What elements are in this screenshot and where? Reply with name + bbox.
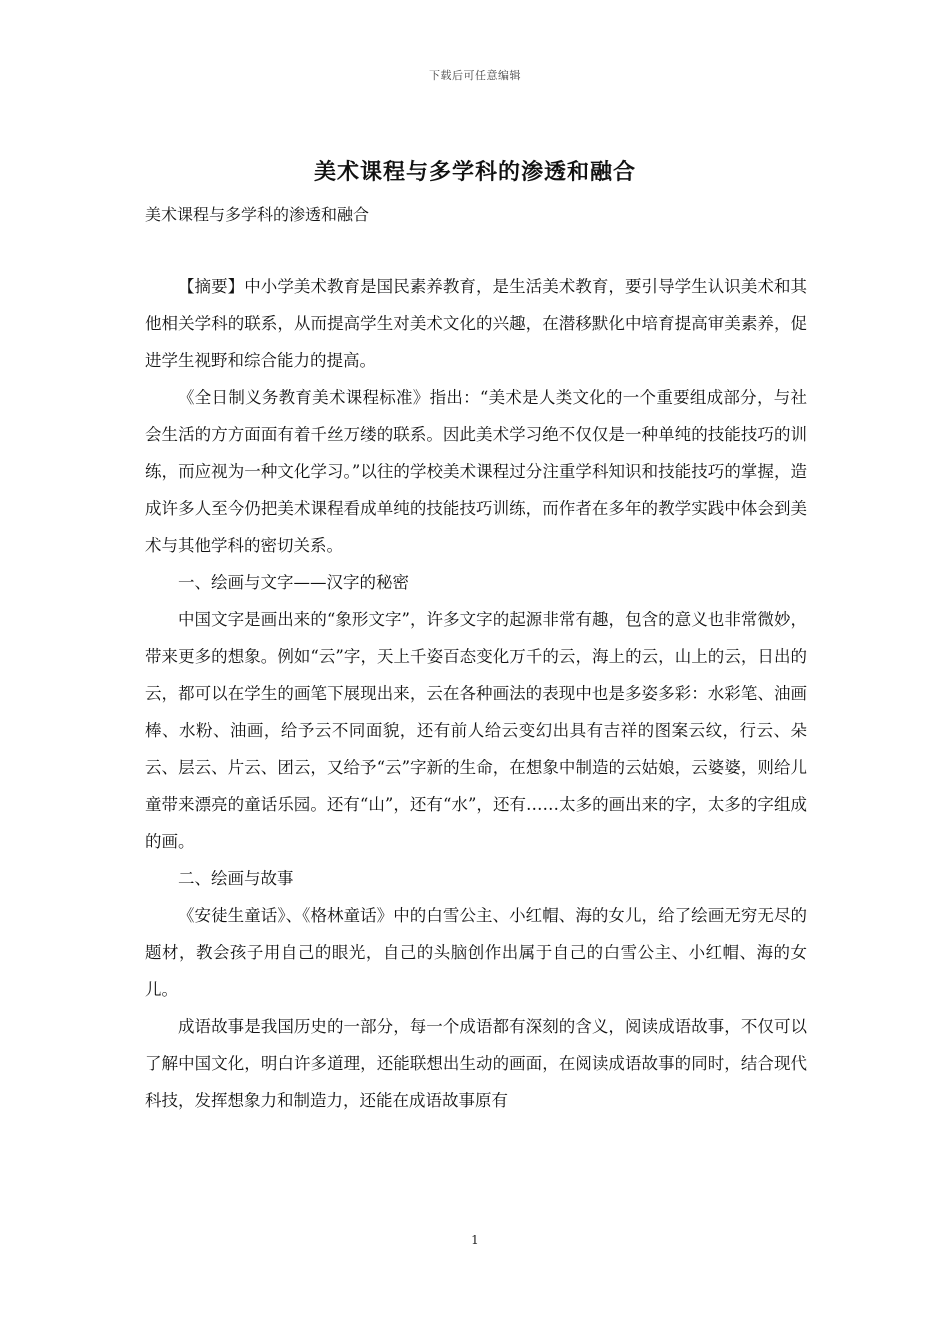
paragraph-fairy-tales: 《安徒生童话》、《格林童话》中的白雪公主、小红帽、海的女儿，给了绘画无穷无尽的题材，教会孩子用自己的眼光，自己的头脑创作出属于自己的白雪公主、小红帽、海的女儿。 (145, 906, 807, 999)
page-number: 1 (471, 1233, 479, 1247)
document-body (145, 268, 807, 1119)
document-subtitle: 美术课程与多学科的渗透和融合 (145, 205, 370, 224)
section-heading-2: 二、绘画与故事 (178, 869, 294, 888)
page-header: 下载后可任意编辑 (429, 69, 521, 82)
paragraph-idioms: 成语故事是我国历史的一部分，每一个成语都有深刻的含义，阅读成语故事，不仅可以了解中国文化，明白许多道理，还能联想出生动的画面，在阅读成语故事的同时，结合现代科技，发挥想象力和制造力，还能在成语故事原有 (145, 1017, 807, 1110)
document-title: 美术课程与多学科的渗透和融合 (313, 159, 636, 185)
paragraph-standard: 《全日制义务教育美术课程标准》指出：“美术是人类文化的一个重要组成部分，与社会生活的方方面面有着千丝万缕的联系。因此美术学习绝不仅仅是一种单纯的技能技巧的训练，而应视为一种文化学习。”以往的学校美术课程过分注重学科知识和技能技巧的掌握，造成许多人至今仍把美术课程看成单纯的技能技巧训练，而作者在多年的教学实践中体会到美术与其他学科的密切关系。 (145, 388, 807, 555)
section-heading-1: 一、绘画与文字——汉字的秘密 (178, 573, 409, 592)
paragraph-characters: 中国文字是画出来的“象形文字”，许多文字的起源非常有趣，包含的意义也非常微妙，带来更多的想象。例如“云”字，天上千姿百态变化万千的云，海上的云，山上的云，日出的云，都可以在学生的画笔下展现出来，云在各种画法的表现中也是多姿多彩：水彩笔、油画棒、水粉、油画，给予云不同面貌，还有前人给云变幻出具有吉祥的图案云纹，行云、朵云、层云、片云、团云，又给予“云”字新的生命，在想象中制造的云姑娘，云婆婆，则给儿童带来漂亮的童话乐园。还有“山”，还有“水”，还有……太多的画出来的字，太多的字组成的画。 (145, 610, 807, 851)
paragraph-abstract: 【摘要】中小学美术教育是国民素养教育，是生活美术教育，要引导学生认识美术和其他相关学科的联系，从而提高学生对美术文化的兴趣，在潜移默化中培育提高审美素养，促进学生视野和综合能力的提高。 (145, 277, 807, 370)
